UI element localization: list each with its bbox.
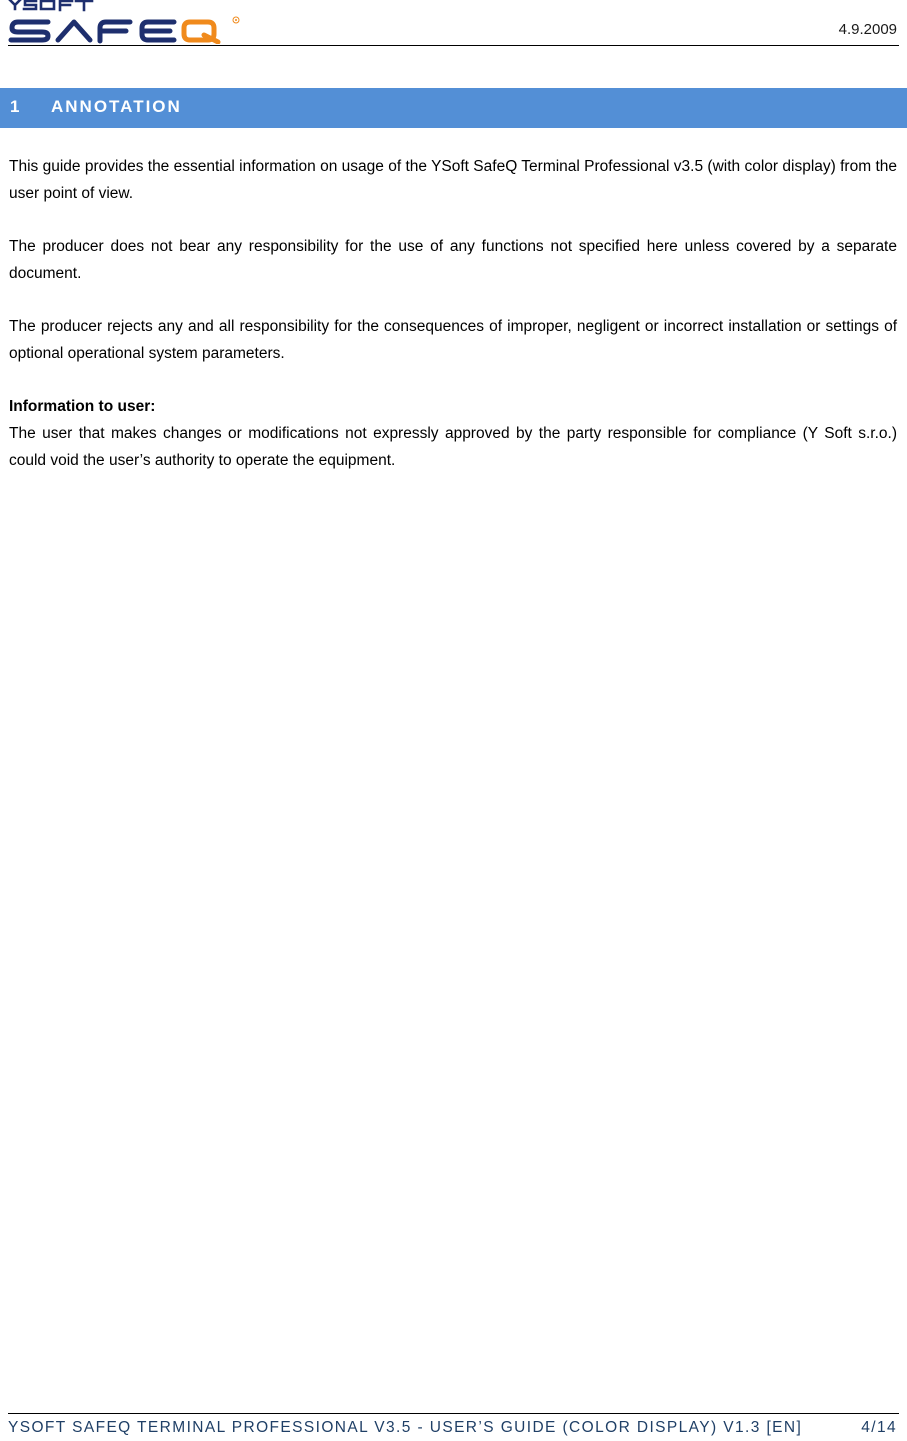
header-date: 4.9.2009 <box>838 21 897 38</box>
ysoft-safeq-logo <box>8 0 248 44</box>
section-title: ANNOTATION <box>51 97 182 116</box>
page-footer <box>8 1413 899 1441</box>
paragraph-responsibility: The producer does not bear any responsibility for the use of any functions not specified here unless covered by a separate document. <box>9 238 897 282</box>
information-to-user <box>9 393 897 474</box>
document-body <box>9 153 897 474</box>
footer-page-number: 4/14 <box>861 1419 897 1436</box>
section-number: 1 <box>10 97 21 116</box>
information-heading: Information to user: <box>9 398 156 415</box>
information-text: The user that makes changes or modifications not expressly approved by the party responsible for compliance (Y Soft s.r.o.) could void the user’s authority to operate the equipment. <box>9 425 897 469</box>
footer-document-title: YSOFT SAFEQ TERMINAL PROFESSIONAL V3.5 - USER’S GUIDE (COLOR DISPLAY) V1.3 [EN] <box>8 1419 803 1436</box>
page-header <box>0 0 907 46</box>
section-heading-bar <box>0 88 907 128</box>
header-rule <box>8 45 899 46</box>
paragraph-guide-purpose: This guide provides the essential information on usage of the YSoft SafeQ Terminal Professional v3.5 (with color display) from the user point of view. <box>9 158 897 202</box>
paragraph-rejection: The producer rejects any and all responsibility for the consequences of improper, negligent or incorrect installation or settings of optional operational system parameters. <box>9 318 897 362</box>
